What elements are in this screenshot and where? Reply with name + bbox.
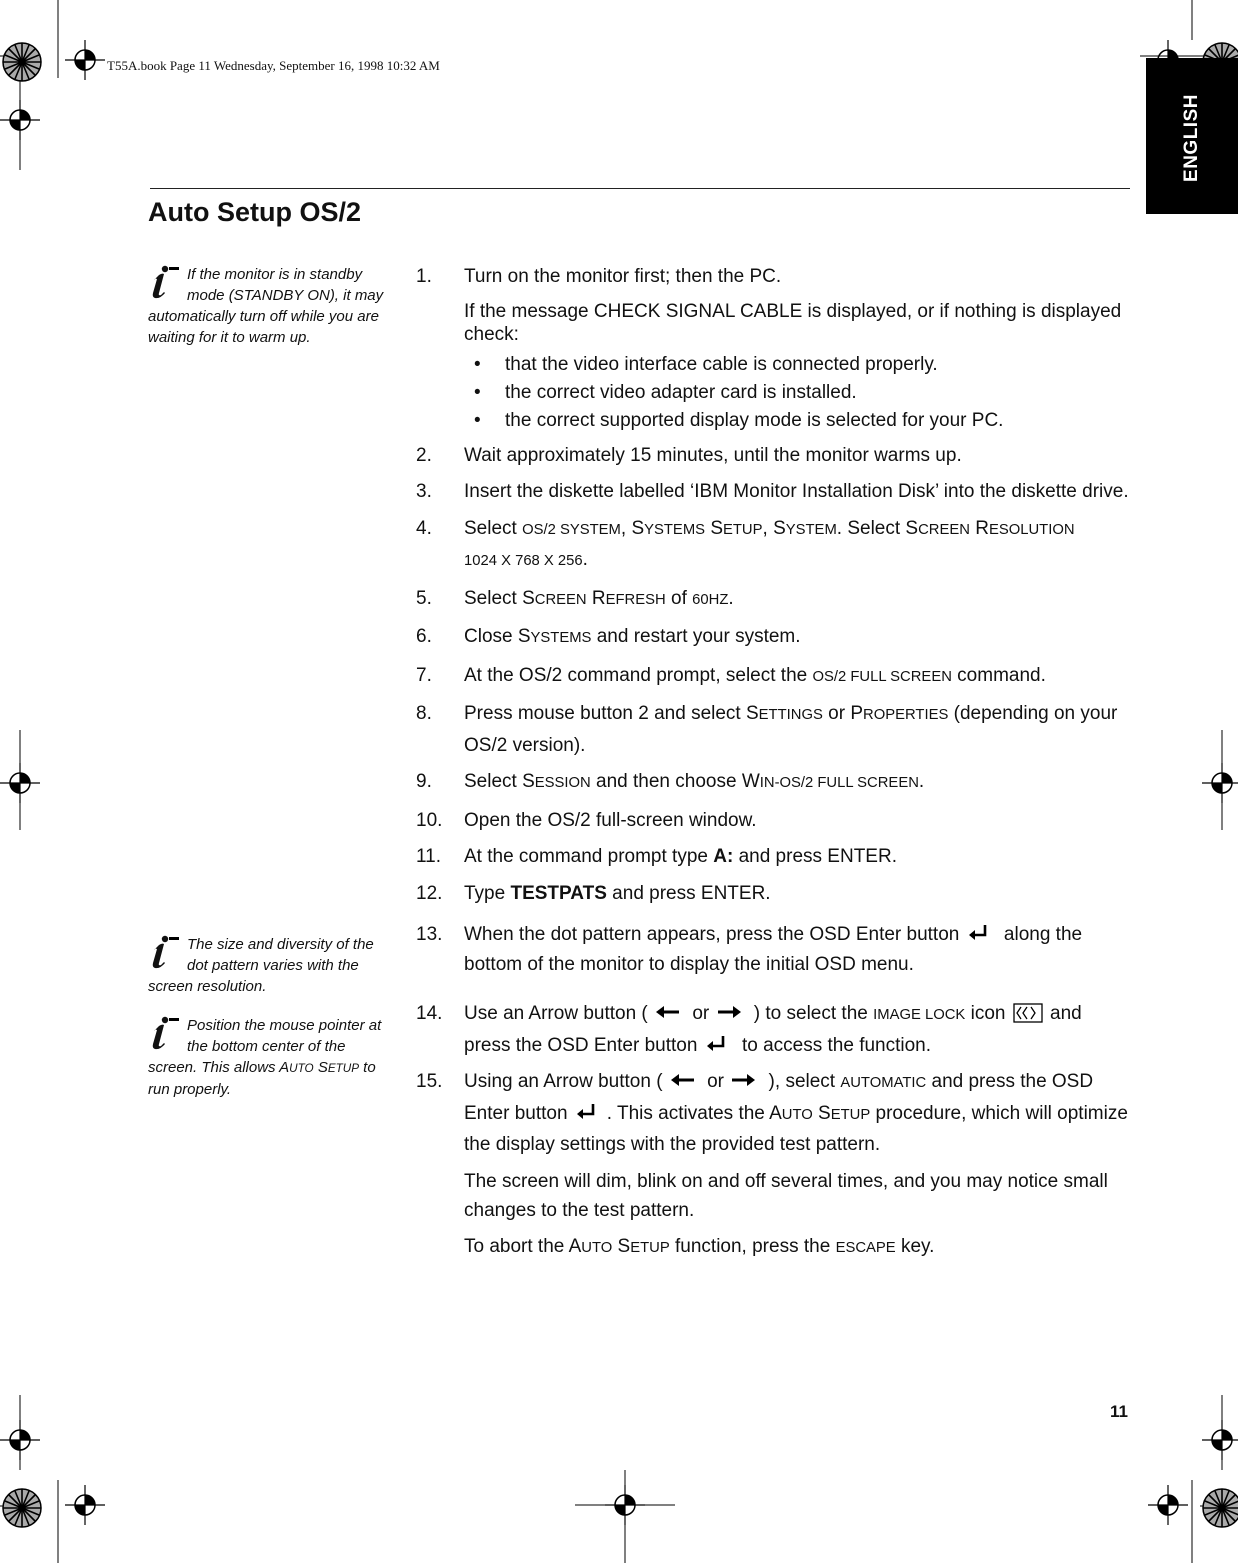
step-number: 2. <box>416 444 432 466</box>
left-arrow-icon <box>653 1001 687 1023</box>
step-4 <box>416 514 1132 577</box>
step-text: Select SCREEN REFRESH of 60HZ. <box>464 587 734 609</box>
page-title: Auto Setup OS/2 <box>148 197 362 227</box>
step-number: 6. <box>416 626 432 647</box>
step-number: 14. <box>416 1003 443 1024</box>
step-number: 8. <box>416 703 432 724</box>
margin-note-standby <box>148 264 388 348</box>
margin-note-text: Position the mouse pointer at the bottom center of the screen. This allows AUTO SETUP to run properly. <box>148 1017 382 1098</box>
step-8 <box>416 699 1132 760</box>
step-number: 13. <box>416 924 443 945</box>
enter-key-icon <box>573 1101 607 1123</box>
step-6 <box>416 622 1132 654</box>
step-number: 11. <box>416 846 442 867</box>
check-item: • the correct supported display mode is selected for your PC. <box>474 407 1132 435</box>
step-text: Using an Arrow button ( or ), select AUTOMATIC and press the OSD Enter button . This activates the AUTO SETUP procedure, which will optimize the display settings with the provided test pattern. <box>464 1071 1128 1155</box>
step-number: 5. <box>416 587 432 609</box>
step-15-note: The screen will dim, blink on and off several times, and you may notice small changes to the test pattern. <box>464 1170 1108 1221</box>
step-12 <box>416 879 1132 909</box>
info-note-icon <box>148 265 182 299</box>
step-number: 10. <box>416 809 443 831</box>
step-5 <box>416 584 1132 616</box>
step-10 <box>416 806 1132 836</box>
check-item: • that the video interface cable is connected properly. <box>474 351 1132 379</box>
language-tab-label: ENGLISH <box>1181 94 1202 182</box>
step-text: Wait approximately 15 minutes, until the monitor warms up. <box>464 444 962 466</box>
header-rule <box>150 188 1130 189</box>
right-arrow-icon <box>729 1069 763 1091</box>
step-3 <box>416 477 1132 507</box>
step-number: 1. <box>416 266 432 287</box>
info-note-icon <box>148 1016 182 1050</box>
margin-note-text: The size and diversity of the dot pattern varies with the screen resolution. <box>148 936 374 995</box>
step-text: When the dot pattern appears, press the OSD Enter button along the bottom of the monitor to display the initial OSD menu. <box>464 924 1083 975</box>
step-text: Open the OS/2 full-screen window. <box>464 809 757 831</box>
left-arrow-icon <box>668 1069 702 1091</box>
margin-note-text: If the monitor is in standby mode (STANDBY ON), it may automatically turn off while you are waiting for it to warm up. <box>148 266 384 346</box>
check-list <box>416 351 1132 435</box>
step-1-message: If the message CHECK SIGNAL CABLE is displayed, or if nothing is displayed check: <box>464 300 1122 345</box>
step-text: Use an Arrow button ( or ) to select the IMAGE LOCK icon and press the OSD Enter button to access the function. <box>464 1003 1082 1056</box>
step-number: 12. <box>416 882 443 904</box>
step-15-abort: To abort the AUTO SETUP function, press the ESCAPE key. <box>464 1235 935 1257</box>
margin-note-mouse-pointer <box>148 1015 388 1100</box>
page-number: 11 <box>1110 1402 1128 1421</box>
step-number: 7. <box>416 664 432 686</box>
info-note-icon <box>148 935 182 969</box>
step-text: Press mouse button 2 and select SETTINGS or PROPERTIES (depending on your OS/2 version). <box>464 703 1118 756</box>
steps-list <box>416 262 1132 1268</box>
step-text: At the command prompt type A: and press ENTER. <box>464 846 897 867</box>
step-9 <box>416 767 1132 799</box>
step-13 <box>416 920 1132 979</box>
step-number: 9. <box>416 771 432 792</box>
step-7 <box>416 661 1132 693</box>
step-text: Close SYSTEMS and restart your system. <box>464 626 801 647</box>
step-number: 4. <box>416 517 432 539</box>
step-text: Type TESTPATS and press ENTER. <box>464 882 771 904</box>
step-text: Select SESSION and then choose WIN-OS/2 FULL SCREEN. <box>464 771 925 792</box>
enter-key-icon <box>703 1033 737 1055</box>
step-number: 3. <box>416 481 432 502</box>
check-item: • the correct video adapter card is installed. <box>474 379 1132 407</box>
margin-note-dot-pattern <box>148 934 388 997</box>
book-header: T55A.book Page 11 Wednesday, September 16, 1998 10:32 AM <box>107 58 440 73</box>
image-lock-icon <box>1011 1001 1045 1023</box>
step-11 <box>416 842 1132 872</box>
step-text: Turn on the monitor first; then the PC. <box>464 266 782 287</box>
step-text: Select OS/2 SYSTEM, SYSTEMS SETUP, SYSTEM. Select SCREEN RESOLUTION 1024 X 768 X 256. <box>464 517 1075 570</box>
language-tab <box>1146 58 1238 214</box>
enter-key-icon <box>965 922 999 944</box>
step-text: At the OS/2 command prompt, select the OS/2 FULL SCREEN command. <box>464 664 1046 686</box>
step-2 <box>416 441 1132 471</box>
step-15 <box>416 1067 1132 1160</box>
step-1 <box>416 262 1132 292</box>
right-arrow-icon <box>715 1001 749 1023</box>
step-14 <box>416 999 1132 1060</box>
step-number: 15. <box>416 1071 443 1092</box>
step-text: Insert the diskette labelled ‘IBM Monitor Installation Disk’ into the diskette drive. <box>464 481 1129 502</box>
